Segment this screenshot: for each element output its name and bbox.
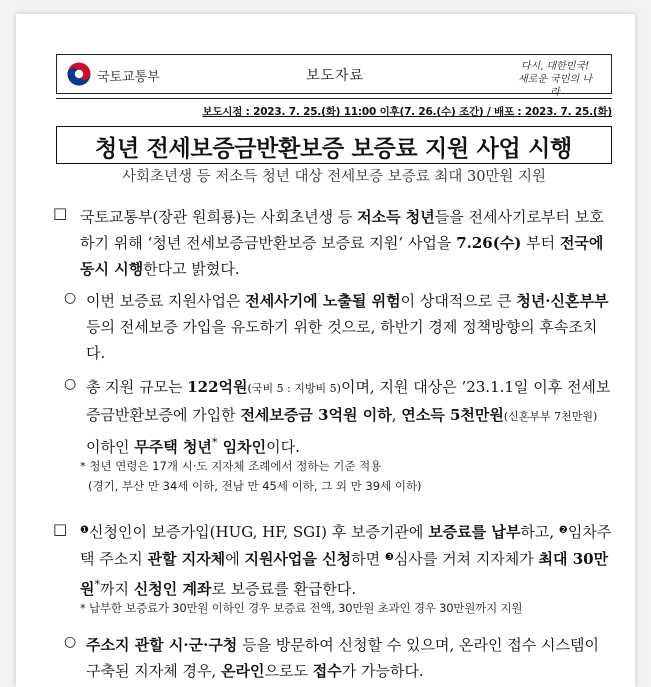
ministry-name: 국토교통부	[97, 70, 160, 85]
press-release-label: 보도자료	[305, 68, 365, 84]
footnote-line-2: (경기, 부산 만 34세 이하, 전남 만 45세 이하, 그 외 만 39세 이하)	[88, 479, 422, 493]
slogan	[515, 60, 595, 99]
embargo-line: 보도시점 : 2023. 7. 25.(화) 11:00 이후(7. 26.(수) 조간) / 배포 : 2023. 7. 25.(화)	[202, 106, 612, 118]
sub-paragraph-1: 이번 보증료 지원사업은 전세사기에 노출될 위험이 상대적으로 큰 청년·신혼부부 등의 전세보증 가입을 유도하기 위한 것으로, 하반기 경제 정책방향의 후속조치다.	[86, 292, 609, 362]
sub-bullet-icon: ○	[64, 634, 77, 650]
page-subtitle: 사회초년생 등 저소득 청년 대상 전세보증 보증료 최대 30만원 지원	[121, 169, 547, 185]
footnote-refund: * 납부한 보증료가 30만원 이하인 경우 보증료 전액, 30만원 초과인 경우 30만원까지 지원	[80, 601, 523, 615]
section-1-paragraph: 국토교통부(장관 원희룡)는 사회초년생 등 저소득 청년들을 전세사기로부터 보호하기 위해 ‘청년 전세보증금반환보증 보증료 지원’ 사업을 7.26(수) 부터 전국에 동시 시행한다고 밝혔다.	[80, 208, 604, 278]
footnote-line-1: * 청년 연령은 17개 시·도 지자체 조례에서 정하는 기준 적용	[80, 459, 382, 473]
section-bullet-icon: □	[53, 520, 68, 538]
title-box	[56, 126, 612, 164]
footnote-age	[80, 456, 612, 496]
slogan-line-2: 새로운 국민의 나라	[518, 74, 592, 98]
header-divider	[56, 98, 612, 99]
press-header	[56, 54, 612, 98]
document-page	[16, 14, 635, 687]
slogan-line-1: 다시, 대한민국!	[520, 61, 590, 72]
section-2-paragraph: $^❶$신청인이 보증가입(HUG, HF, SGI) 후 보증기관에 보증료를 납부하고, $^❷$임차주택 주소지 관할 지자체에 지원사업을 신청하면 $^❸$심사를 거쳐 지자체가 최대 30만원*까지 신청인 계좌로 보증료를 환급한다.	[80, 523, 612, 598]
sub-bullet-icon: ○	[64, 290, 77, 306]
sub-paragraph-3: 주소지 관할 시·군·구청 등을 방문하여 신청할 수 있으며, 온라인 접수 시스템이 구축된 지자체 경우, 온라인으로도 접수가 가능하다.	[86, 636, 600, 680]
section-bullet-icon: □	[53, 204, 68, 222]
sub-bullet-icon: ○	[64, 376, 77, 392]
page-title: 청년 전세보증금반환보증 보증료 지원 사업 시행	[95, 136, 572, 162]
sub-paragraph-2: 총 지원 규모는 122억원(국비 5 : 지방비 5)이며, 지원 대상은 ’23.1.1일 이후 전세보증금반환보증에 가입한 전세보증금 3억원 이하, 연소득 5천만원(신혼부부 7천만원) 이하인 무주택 청년* 임차인이다.	[86, 378, 611, 456]
